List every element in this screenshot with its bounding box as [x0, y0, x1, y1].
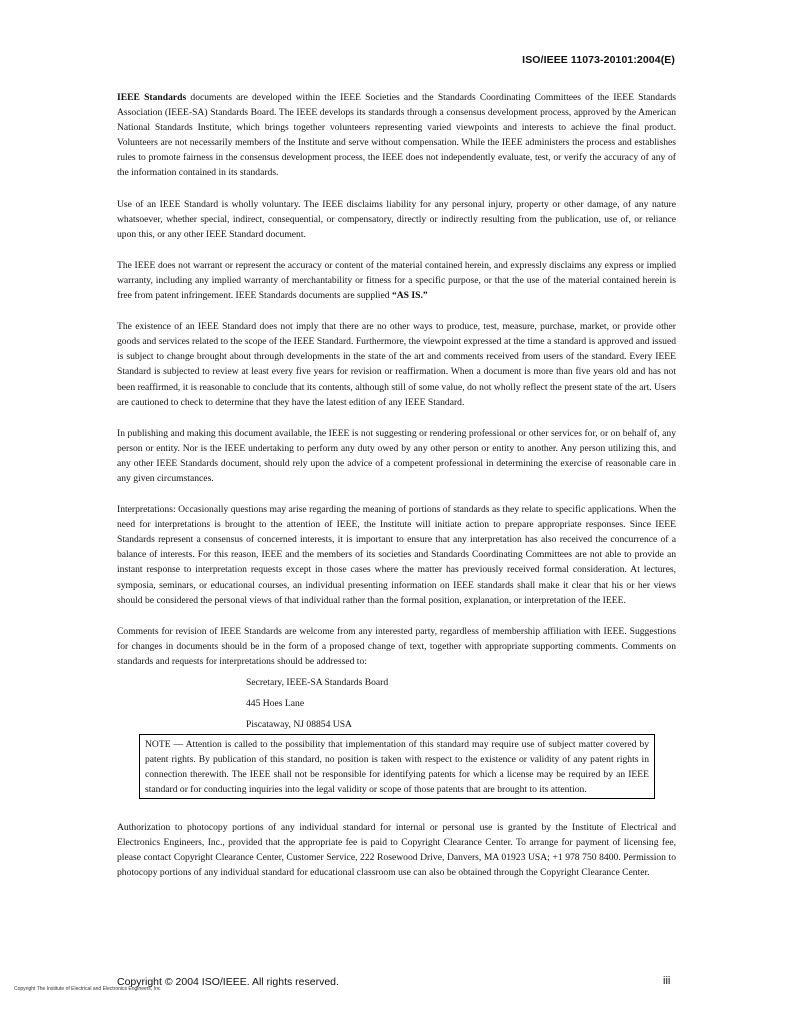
lead-bold-text: IEEE Standards — [117, 92, 187, 103]
paragraph-text: The IEEE does not warrant or represent the accuracy or content of the material contained herein, and expressly disclaims any express or implied warranty, including any implied warranty of merchantability or fitness for a specific purpose, or that the use of the material contained herein is free from patent infringement. IEEE Standards documents are supplied — [117, 259, 676, 302]
paragraph-publishing: In publishing and making this document available, the IEEE is not suggesting or rendering professional or other services for, or on behalf of, any person or entity. Nor is the IEEE undertaking to perform any duty owed by any other person or entity to another. Any person utilizing this, and any other IEEE Standards document, should rely upon the advice of a competent professional in determining the exercise of reasonable care in any given circumstances. — [117, 427, 676, 484]
paragraph-existence: The existence of an IEEE Standard does not imply that there are no other ways to produce, test, measure, purchase, market, or provide other goods and services related to the scope of the IEEE Standard. Furthermore, the viewpoint expressed at the time a standard is approved and issued is subject to change brought about through developments in the state of the art and comments received from users of the standard. Every IEEE Standard is subjected to review at least every five years for revision or reaffirmation. When a document is more than five years old and has not been reaffirmed, it is reasonable to conclude that its contents, although still of some value, do not wholly reflect the present state of the art. Users are cautioned to check to determine that they have the latest edition of any IEEE Standard. — [117, 321, 676, 408]
document-body — [117, 90, 676, 896]
footer-copyright: Copyright © 2004 ISO/IEEE. All rights reserved. — [117, 976, 339, 988]
paragraph-interpretations: Interpretations: Occasionally questions may arise regarding the meaning of portions of standards as they relate to specific applications. When the need for interpretations is brought to the attention of IEEE, the Institute will initiate action to prepare appropriate responses. Since IEEE Standards represent a consensus of concerned interests, it is important to ensure that any interpretation has also received the concurrence of a balance of interests. For this reason, IEEE and the members of its societies and Standards Coordinating Committees are not able to provide an instant response to interpretation requests except in those cases where the matter has previously received formal consideration. At lectures, symposia, seminars, or educational courses, an individual presenting information on IEEE standards shall make it clear that his or her views should be considered the personal views of that individual rather than the formal position, explanation, or interpretation of the IEEE. — [117, 504, 676, 606]
paragraph-text: documents are developed within the IEEE Societies and the Standards Coordinating Committees of the IEEE Standards Association (IEEE-SA) Standards Board. The IEEE develops its standards through a consensus development process, approved by the American National Standards Institute, which brings together volunteers representing varied viewpoints and interests to achieve the final product. Volunteers are not necessarily members of the Institute and serve without compensation. While the IEEE administers the process and establishes rules to promote fairness in the consensus development process, the IEEE does not independently evaluate, test, or verify the accuracy of any of the information contained in its standards. — [117, 92, 676, 179]
copyright-watermark: Copyright The Institute of Electrical and Electronics Engineers, Inc — [14, 986, 161, 992]
page-number: iii — [663, 975, 671, 987]
document-id: ISO/IEEE 11073-20101:2004(E) — [522, 54, 675, 66]
paragraph-voluntary-use: Use of an IEEE Standard is wholly voluntary. The IEEE disclaims liability for any personal injury, property or other damage, of any nature whatsoever, whether special, indirect, consequential, or compensatory, directly or indirectly resulting from the publication, use of, or reliance upon this, or any other IEEE Standard document. — [117, 198, 676, 240]
address-line: Secretary, IEEE-SA Standards Board — [246, 677, 389, 688]
paragraph-warranty — [117, 258, 676, 303]
paragraph-comments: Comments for revision of IEEE Standards are welcome from any interested party, regardless of membership affiliation with IEEE. Suggestions for changes in documents should be in the form of a proposed change of text, together with appropriate supporting comments. Comments on standards and requests for interpretations should be addressed to: — [117, 625, 676, 667]
patent-note-box: NOTE — Attention is called to the possibility that implementation of this standard may require use of subject matter covered by patent rights. By publication of this standard, no position is taken with respect to the existence or validity of any patent rights in connection therewith. The IEEE shall not be responsible for identifying patents for which a license may be required by an IEEE standard or for conducting inquiries into the legal validity or scope of those patents that are brought to its attention. — [139, 734, 655, 799]
address-line: Piscataway, NJ 08854 USA — [246, 719, 352, 730]
mailing-address — [246, 675, 676, 738]
paragraph-photocopy: Authorization to photocopy portions of any individual standard for internal or personal use is granted by the Institute of Electrical and Electronics Engineers, Inc., provided that the appropriate fee is paid to Copyright Clearance Center. To arrange for payment of licensing fee, please contact Copyright Clearance Center, Customer Service, 222 Rosewood Drive, Danvers, MA 01923 USA; +1 978 750 8400. Permission to photocopy portions of any individual standard for educational classroom use can also be obtained through the Copyright Clearance Center. — [117, 822, 676, 879]
paragraph-development — [117, 90, 676, 181]
as-is-bold-text: “AS IS.” — [391, 290, 428, 302]
address-line: 445 Hoes Lane — [246, 698, 305, 709]
